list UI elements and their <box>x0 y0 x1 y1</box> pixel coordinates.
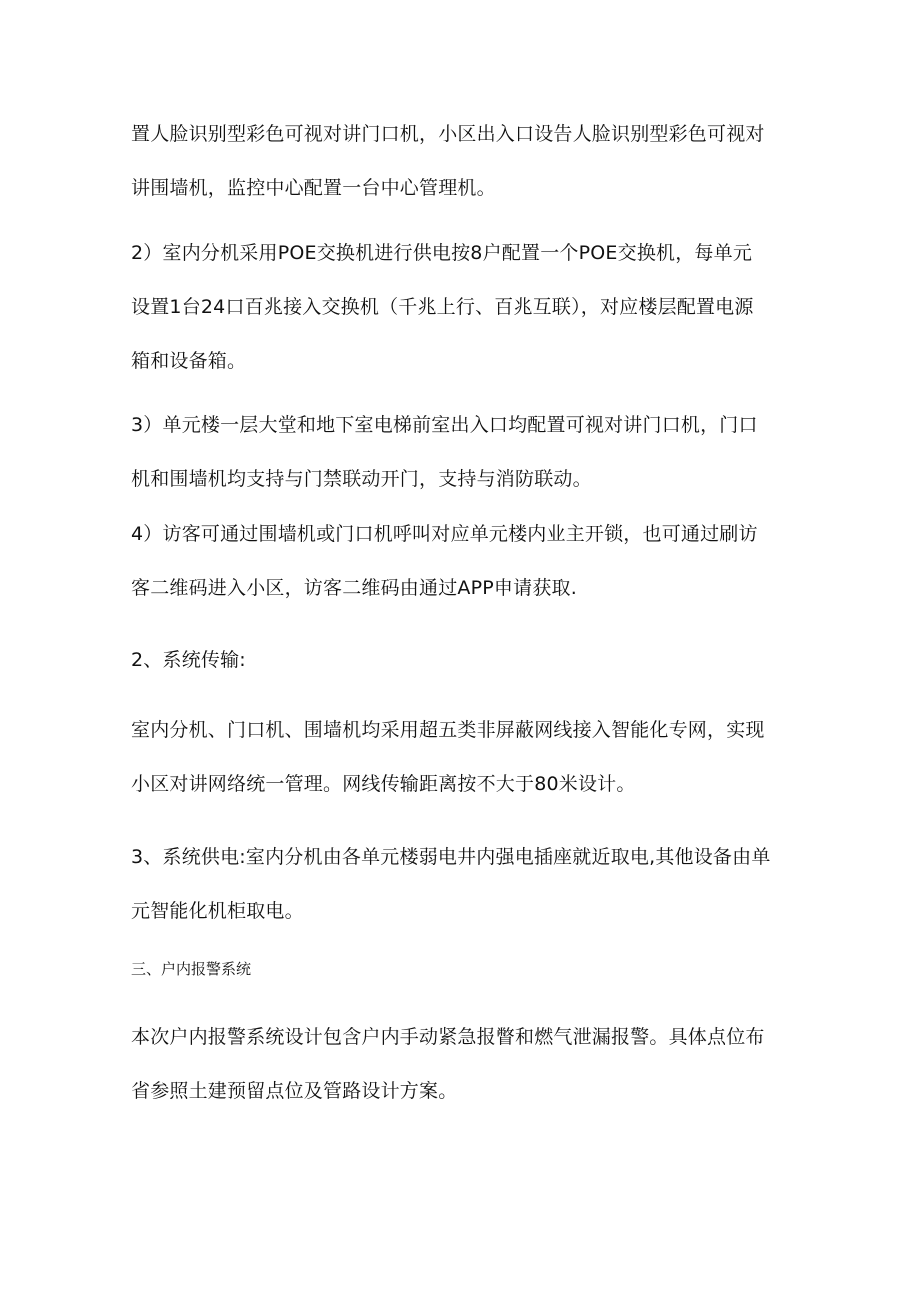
text-line: 3）单元楼一层大堂和地下室电梯前室出入口均配置可视对讲门口机，门口 <box>131 414 758 436</box>
text-line: 机和围墙机均支持与门禁联动开门，支持与消防联动。 <box>131 468 592 490</box>
paragraph-visitor-access <box>131 507 801 615</box>
text-line: 元智能化机柜取电。 <box>131 900 304 922</box>
paragraph-power-supply <box>131 830 801 938</box>
text-line: 室内分机、门口机、围墙机均采用超五类非屏蔽网线接入智能化专网，实现 <box>131 719 765 741</box>
section-heading-alarm-system: 三、户内报警系统 <box>131 960 252 978</box>
heading-system-transmission <box>131 633 801 687</box>
paragraph-poe-switch <box>131 226 801 388</box>
paragraph-door-unit <box>131 398 801 506</box>
text-line: 本次户内报警系统设计包含户内手动紧急报瞥和燃气泄漏报警。具体点位布 <box>131 1026 765 1048</box>
text-line: 置人脸识别型彩色可视对讲门口机，小区出入口设告人脸识别型彩色可视对 <box>131 123 765 145</box>
text-line: 箱和设备箱。 <box>131 350 247 372</box>
text-line: 3、系统供电:室内分机由各单元楼弱电井内强电插座就近取电,其他设备由单 <box>131 846 771 868</box>
text-line: 4）访客可通过围墙机或门口机呼叫对应单元楼内业主开锁，也可通过刷访 <box>131 523 758 545</box>
text-line: 小区对讲网络统一管理。网线传输距离按不大于80米设计。 <box>131 773 636 795</box>
text-line: 2、系统传输: <box>131 649 246 671</box>
text-line: 2）室内分机采用POE交换机进行供电按8户配置一个POE交换机，每单元 <box>131 242 753 264</box>
text-line: 讲围墙机，监控中心配置一台中心管理机。 <box>131 177 496 199</box>
paragraph-intercom-config <box>131 107 801 215</box>
text-line: 省参照土建预留点位及管路设计方案。 <box>131 1080 458 1102</box>
text-line: 客二维码进入小区，访客二维码由通过APP申请获取. <box>131 577 577 599</box>
paragraph-alarm-design <box>131 1010 801 1118</box>
paragraph-transmission-detail <box>131 703 801 811</box>
text-line: 设置1台24口百兆接入交换机（千兆上行、百兆互联），对应楼层配置电源 <box>131 296 754 318</box>
